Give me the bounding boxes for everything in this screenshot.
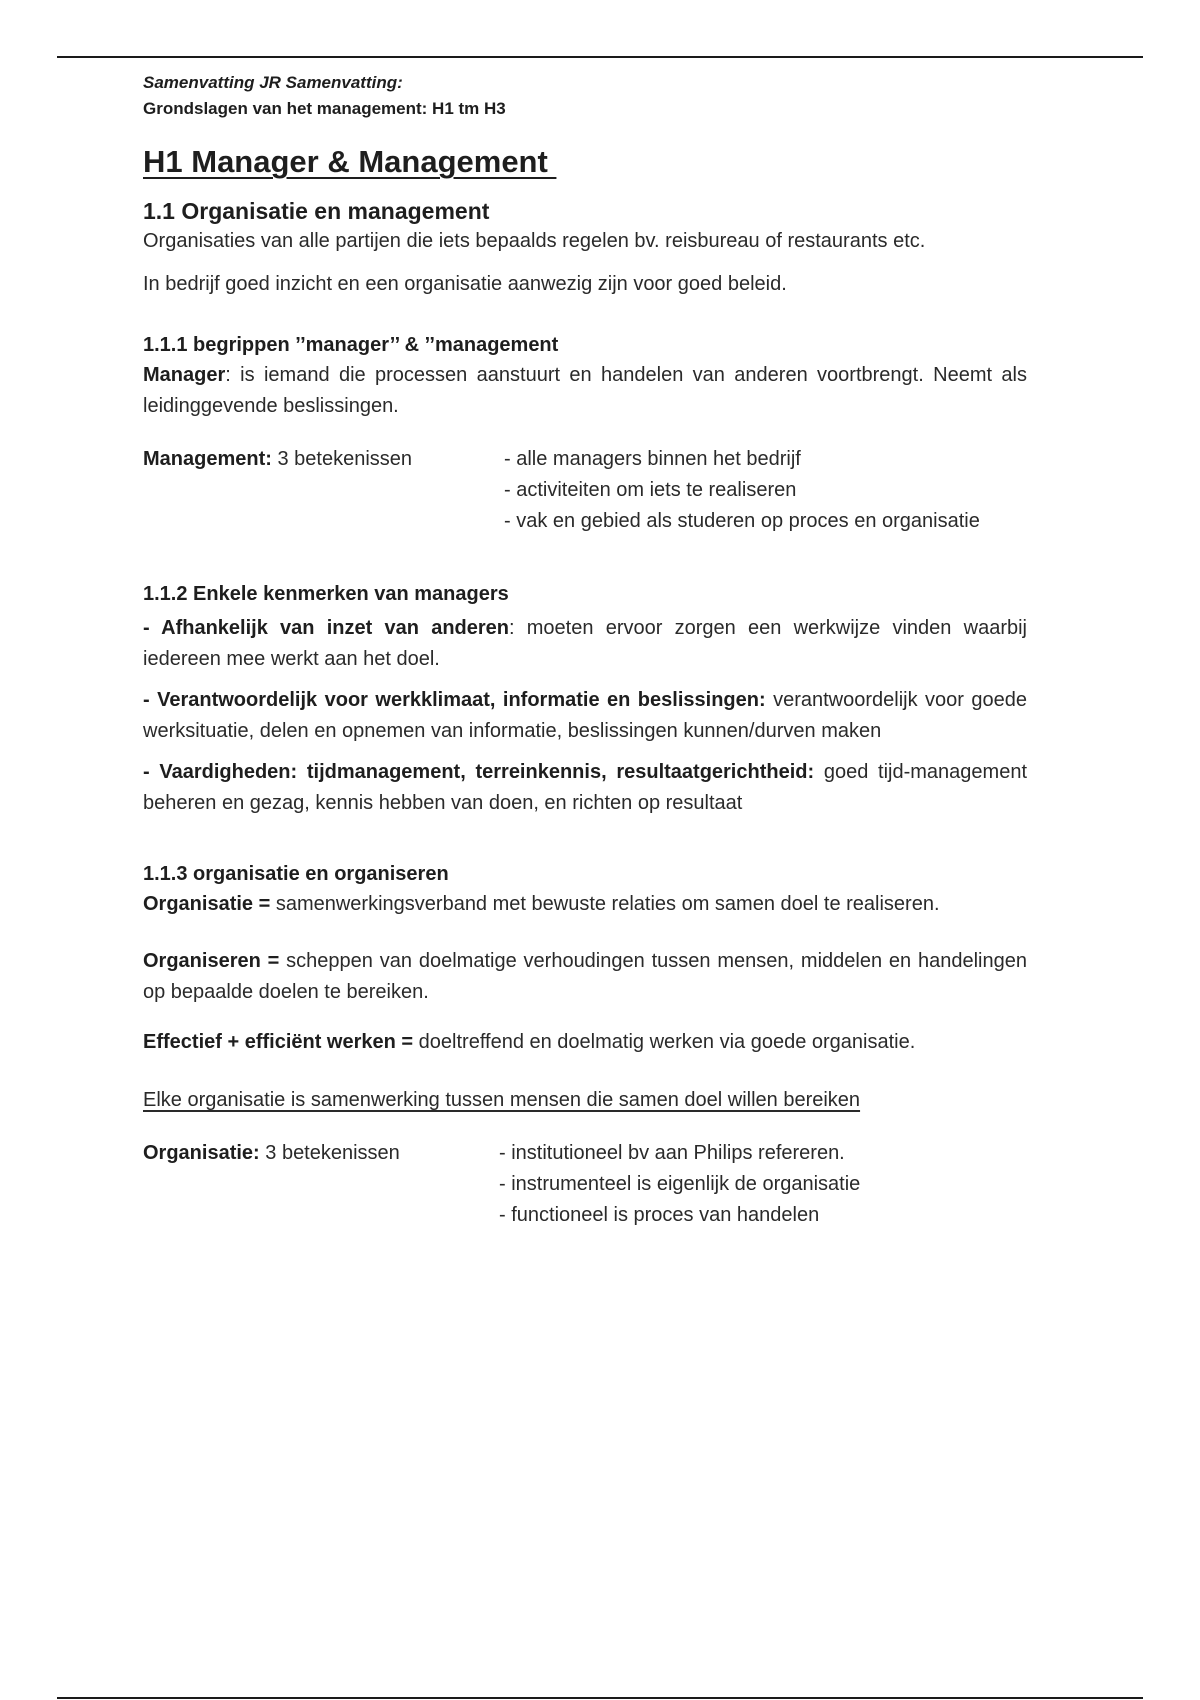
top-rule [57, 56, 1143, 58]
subsection-heading-1-1-2: 1.1.2 Enkele kenmerken van managers [143, 583, 509, 605]
organisatie-meanings-label-text: 3 betekenissen [259, 1142, 400, 1164]
trait-label-3: - Vaardigheden: tijdmanagement, terreinkennis, resultaatgerichtheid: [143, 761, 815, 783]
organisatie-meanings [143, 1138, 1027, 1231]
chapter-heading: H1 Manager & Management [143, 144, 557, 179]
bottom-rule [57, 1697, 1143, 1699]
list-item: - activiteiten om iets te realiseren [504, 479, 797, 501]
organisatie-label: Organisatie = [143, 893, 271, 915]
section-heading-1-1: 1.1 Organisatie en management [143, 198, 490, 224]
trait-text-2: verantwoordelijk voor goede werksituatie, delen en opnemen van informatie, beslissingen kunnen/durven maken [143, 689, 1027, 742]
list-item: - instrumenteel is eigenlijk de organisatie [499, 1173, 861, 1195]
header-line-1: Samenvatting JR Samenvatting: [143, 73, 403, 92]
document-page [143, 70, 1027, 1231]
trait-label-2: - Verantwoordelijk voor werkklimaat, informatie en beslissingen: [143, 689, 766, 711]
trait-paragraph-2 [143, 685, 1027, 747]
management-meanings-list [504, 444, 1027, 537]
trait-text-3: goed tijd-management beheren en gezag, kennis hebben van doen, en richten op resultaat [143, 761, 1027, 814]
manager-text: : is iemand die processen aanstuurt en handelen van anderen voortbrengt. Neemt als leidinggevende beslissingen. [143, 364, 1027, 417]
organiseren-label: Organiseren = [143, 950, 280, 972]
effectief-label: Effectief + efficiënt werken = [143, 1031, 414, 1053]
paragraph-organisaties: Organisaties van alle partijen die iets bepaalds regelen bv. reisbureau of restaurants etc. [143, 230, 926, 252]
underlined-statement: Elke organisatie is samenwerking tussen mensen die samen doel willen bereiken [143, 1089, 861, 1111]
organiseren-text: scheppen van doelmatige verhoudingen tussen mensen, middelen en handelingen op bepaalde doelen te bereiken. [143, 950, 1027, 1003]
paragraph-manager-definition [143, 360, 1027, 422]
management-label: Management: [143, 448, 272, 470]
manager-label: Manager [143, 364, 226, 386]
organisatie-meanings-label [143, 1138, 499, 1231]
organisatie-meanings-label-bold: Organisatie: [143, 1142, 260, 1164]
paragraph-organisatie-definition [143, 889, 1027, 920]
subsection-heading-1-1-3: 1.1.3 organisatie en organiseren [143, 863, 449, 885]
trait-paragraph-3 [143, 757, 1027, 819]
list-item: - institutioneel bv aan Philips refereren. [499, 1142, 845, 1164]
subsection-heading-1-1-1: 1.1.1 begrippen ’’manager’’ & ’’management [143, 334, 559, 356]
trait-label-1: - Afhankelijk van inzet van anderen [143, 617, 509, 639]
header-line-2: Grondslagen van het management: H1 tm H3 [143, 99, 506, 118]
management-meanings [143, 444, 1027, 537]
organisatie-text: samenwerkingsverband met bewuste relaties om samen doel te realiseren. [270, 893, 940, 915]
trait-paragraph-1 [143, 613, 1027, 675]
management-text: 3 betekenissen [271, 448, 413, 470]
list-item: - functioneel is proces van handelen [499, 1204, 820, 1226]
paragraph-bedrijf: In bedrijf goed inzicht en een organisatie aanwezig zijn voor goed beleid. [143, 273, 787, 295]
trait-text-1: : moeten ervoor zorgen een werkwijze vinden waarbij iedereen mee werkt aan het doel. [143, 617, 1027, 670]
list-item: - alle managers binnen het bedrijf [504, 448, 801, 470]
effectief-text: doeltreffend en doelmatig werken via goede organisatie. [413, 1031, 916, 1053]
management-meanings-label [143, 444, 504, 537]
list-item: - vak en gebied als studeren op proces en organisatie [504, 510, 980, 532]
organisatie-meanings-list [499, 1138, 1027, 1231]
paragraph-effectief [143, 1027, 1027, 1058]
paragraph-organiseren-definition [143, 946, 1027, 1008]
